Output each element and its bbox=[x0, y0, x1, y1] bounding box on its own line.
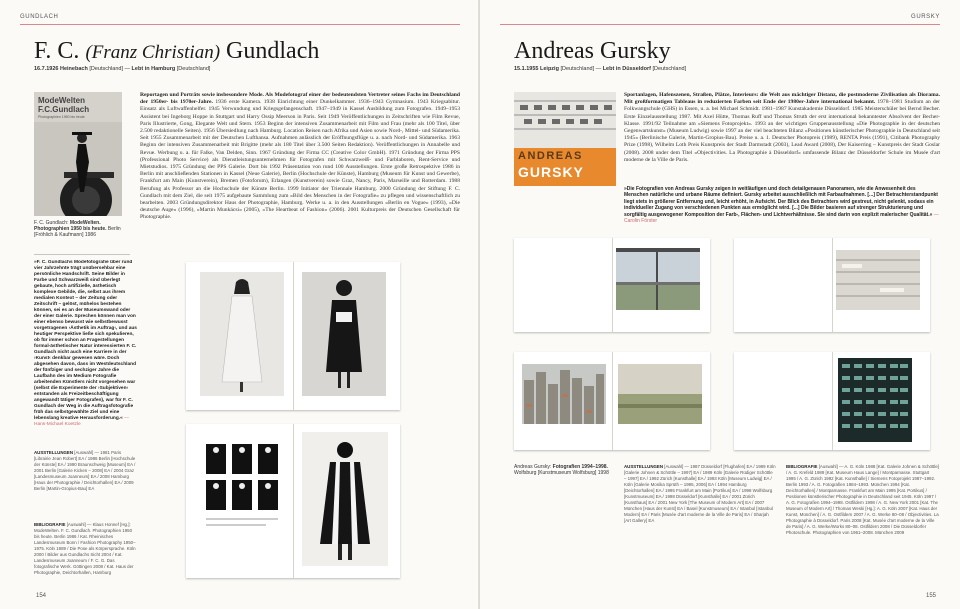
open-book-gursky-2 bbox=[734, 238, 930, 332]
quote-foerster: »Die Fotografien von Andreas Gursky zeigen in weitläufigen und doch detailgenauen Panoramen, wie die Anwesenheit des Menschen natürliche und urbane Räume definiert. Gursky arbeitet ausschließlich mit Farbaufnahmen. [...] Der Betrachterstandpunkt liegt stets in größerer Entfernung und, leicht erhöht, in Aufsicht. Der Blick des Betrachters wird gestreut, nicht gelenkt, sodass ein individueller Zugang von verschiedenen Punkten aus ermöglicht wird. [...] Die Bilder basieren auf strenger Strukturierung und sorgfältig ausgewogener Komposition der Farb-, Flächen- und Lichtverhältnisse. Sie sind darin von explizit malerischer Qualität.« — Carolin Förster bbox=[624, 186, 939, 225]
book-gutter bbox=[612, 352, 613, 450]
book-gutter bbox=[293, 262, 294, 410]
right-page bbox=[480, 0, 960, 609]
book-gutter bbox=[832, 352, 833, 450]
open-book-gursky-4 bbox=[734, 352, 930, 450]
lifeline-gursky: 15.1.1955 Leipzig [Deutschland] — Lebt in Düsseldorf [Deutschland] bbox=[514, 66, 687, 72]
caption-gursky-book: Andreas Gursky: Fotografien 1994–1998. Wolfsburg [Kunstmuseum Wolfsburg] 1998 bbox=[514, 464, 609, 477]
header-rule-right bbox=[500, 24, 940, 25]
modewelten-cover-image bbox=[34, 92, 122, 216]
cover-title-line2: F.C.Gundlach bbox=[38, 105, 90, 114]
open-book-fashion-1 bbox=[186, 262, 400, 410]
quote-koetzle: »F. C. Gundlachs Modefotografie über rund vier Jahrzehnte trägt unübersehbar eine persönliche Handschrift. Seine Bilder in Farbe und Schwarzweiß sind überlegt gebaute, hoch artifizielle, ästhetisch komplexe Gebilde, die, selbst aus ihrem medialen Kontext – der Zeitung oder Zeitschrift – gelöst, mühelos bestehen können, sei es an der Museumswand oder der einer Galerie. Sprechen können man von einer ebenso bewusst wie selbstbewusst vorgetragenen ›Ästhetik im Auftrag‹, und aus heutiger Perspektive ließe sich spekulieren, ob für immer schon an Fragestellungen formal-ästhetischer Natur interessierten F. C. Gundlach nicht auch eine Karriere in der ›Kunst‹ denkbar gewesen wäre. Doch abgesehen davon, dass im Westdeutschland der fünfziger und sechziger Jahre die Laufbahn des im Medium Fotografie arbeitenden Künstlers nicht vorgesehen war (selbst die Experimente der ›Subjektiven‹ entstanden als Freizeitbeschäftigung angewandt tätiger Fotografen), war für F. C. Gundlach der Weg in die Auftragsfotografie früh das selbstgewählte Ziel und eine lebenslang kreative Herausforderung.« — Hans-Michael Koetzle bbox=[34, 260, 137, 427]
book-gutter bbox=[612, 238, 613, 332]
photo-building-facade-night bbox=[838, 358, 912, 442]
exhibitions-gundlach: AUSSTELLUNGEN [Auswahl] — 1981 Paris [Librairie Jean Robert] EA / 1986 Berlin [Hochschule der Künste] EA / 1990 Braunschweig [Museum] EA / 2001 Berlin [Galerie Kicken – 2008] EA / 2004 Graz [Landesmuseum Joanneum] EA / 2008 Hamburg [Haus der Photographie / Deichtorhallen] EA / 2009 Berlin [Martin-Gropius-Bau] EA bbox=[34, 450, 136, 491]
page-title-gundlach: F. C. (Franz Christian) Gundlach bbox=[34, 38, 320, 64]
running-head-right: GURSKY bbox=[911, 14, 940, 20]
page-title-gursky: Andreas Gursky bbox=[514, 38, 671, 64]
book-gutter bbox=[293, 424, 294, 578]
photo-ceiling-interior bbox=[836, 250, 920, 310]
cover-gursky-line2: GURSKY bbox=[518, 164, 584, 180]
header-rule-left bbox=[20, 24, 460, 25]
photo-grid-of-models bbox=[200, 436, 284, 556]
running-head-left: GUNDLACH bbox=[20, 14, 59, 20]
photo-landscape bbox=[618, 364, 702, 424]
photo-model-white-coat bbox=[200, 272, 284, 396]
cover-photo-model-plane bbox=[34, 122, 122, 216]
body-text-gursky: Sportanlagen, Hafenszenen, Straßen, Plätze, Interieurs: die Welt aus mächtiger Distanz, die postmoderne Zivilisation als Diorama. Mit großformatigen Tableaus in reduzierten Farben seit Ende der 1980er-Jahre international bekannt. 1978–1981 Studium an der Folkwangschule (GHS) in Essen, u. a. bei Michael Schmidt. 1981–1987 Kunstakademie Düsseldorf. 1985 Meisterschüler bei Bernd Becher. Erste Einzelausstellung 1987. Mit Axel Hütte, Thomas Ruff und Thomas Struth der erst international bekanntester Absolvent der Becher-Klasse. 1991/92 Teilnahme am »Siemens Fotoprojekt«. 1993 an der wichtigen Gruppenausstellung »Die Photographie in der deutschen Gegenwartskunst« (Museum Ludwig) sowie 1997 an der viel beachteten Bilanz »Positionen künstlerischer Photographie in Deutschland seit 1945« (Berlinische Galerie, Martin-Gropius-Bau). Preise u. a. 1. Deutscher Photopreis (1989), RENTA Preis (1991), Citibank Photography Prize (1998), Wilhelm Loth Preis Kunstpreis der Stadt Darmstadt (2003), Lead Award (2008), Der Kaiserring – Kunstpreis der Stadt Goslar (2008). 2008 under dem Titel »Objectivities. La Photographie à Düsseldorf« umfassende Bilanz der Düsseldorfer Schule im Musée d'art moderne de la Ville de Paris. bbox=[624, 92, 940, 163]
photo-model-dark-dress bbox=[302, 272, 386, 396]
gursky-cover-image bbox=[514, 92, 616, 186]
body-text-gundlach: Reportagen und Porträts sowie insbesondere Mode. Als Modefotograf einer der bedeutendsten Vertreter seines Fachs im Deutschland der 1950er- bis 1970er-Jahre. 1936 erste Kamera. 1938 Einrichtung einer Dunkelkammer. 1936–1943 Gymnasium. 1943 Kriegsabitur. Einsatz als Luftwaffenhelfer. 1945 Verwundung und Kriegsgefangenschaft. 1947–1949 in Kassel Ausbildung zum Fotografen. 1949–1953 Assistent bei Ingeborg Hoppe in Stuttgart und Harry Ossip Meerson in Paris. Seit 1949 Veröffentlichungen in Zeitschriften wie Film Revue, Paris Illustrierte, Gong, Elegante Welt und Stern. 1953 Beginn der intensiven Zusammenarbeit mit Film und Frau (mehr als 100 Titel, über 2.500 redaktionelle Seiten). 1956 Übersiedlung nach Hamburg. Location Reisen nach Afrika und Asien sowie Nord-, Mittel- und Südamerika. Seit 1955 Zusammenarbeit mit der Deutschen Lufthansa. Aufnahmen anlässlich der Eröffnungsflüge u. a. nach Nord- und Südamerika. 1963 Beginn der intensiven Zusammenarbeit mit Brigitte (mehr als 180 Titel über 3.500 Seiten Redaktion). Veröffentlichungen in Annabelle und Revue. Werbung u. a. für Falke, Van Delden, Sinn. 1967 Gründung der Firma CC (Creative Color GmbH). 1971 Gründung der Firma PPS (Professional Photo Service) als Dienstleistungsunternehmen für Fotografen mit Schwarzweiß- und Farblaboren, Rent-Service und Mietstudios. 1975 Gründung der PPS Galerie. Dort bis 1992 Präsentation von rund 100 Ausstellungen. Erste große Retrospektive 1986 in Berlin mit anschließenden Stationen in Kassel (Neue Galerie), Berlin (Hochschule der Künste), Hamburg (Museum für Kunst und Gewerbe), Frankfurt am Main (Kunstverein), Bremen (Fotoforum), Erlangen (Kunstverein) sowie Graz, Nancy, Paris, Marseille und Rotterdam. 1988 Berufung als Professor an die Hochschule der Künste Berlin. 1999 Initiator der Triennale Hamburg. 2000 Gründung der Stiftung F. C. Gundlach mit dem Ziel, die seit 1975 aufgebaute Sammlung zum »Bild des Menschen in der Fotografie« zu pflegen und wissenschaftlich zu bearbeiten. 2003 Gründungsdirektor Haus der Photographie, Hamburg. Werke u. a. in den Ausstellungen »Berlin en Vogue« (1993), »Die deutsche Auge« (1996), »Martin Munkácsi« (2005), »The Heartbeat of Fashion« (2006). 2001 Kulturpreis der Deutschen Gesellschaft für Photographie. bbox=[140, 92, 460, 221]
cover-gursky-line1: ANDREAS bbox=[518, 150, 583, 162]
quote-rule-left bbox=[34, 254, 130, 255]
cover-title-line1: ModeWelten bbox=[38, 96, 85, 105]
lifeline-gundlach: 16.7.1926 Heinebach [Deutschland] — Lebt in Hamburg [Deutschland] bbox=[34, 66, 211, 72]
page-number-right: 155 bbox=[925, 593, 936, 599]
open-book-gursky-3 bbox=[514, 352, 710, 450]
cover-subtitle: Photographien 1950 bis heute bbox=[38, 115, 85, 119]
exhibitions-gursky: AUSSTELLUNGEN [Auswahl] — 1987 Düsseldorf [Flughafen] EA / 1989 Köln [Galerie Johnen & Schöttle – 1997] EA / 1989 Köln [Galerie Rüdiger Schöttle – 1997] EA / 1992 Zürich [Kunsthalle] EA / 1993 Köln [Museum Ludwig] EA / Köln [Galerie Monika Sprüth – 1995, 2006] EA / 1994 Hamburg [Deichtorhallen] EA / 1995 Frankfurt am Main [Portikus] EA / 1998 Wolfsburg [Kunstmuseum] EA / 1998 Düsseldorf [Kunsthalle] EA / 2001 Zürich [Kunsthaus] EA / 2001 New York [The Museum of Modern Art] EA / 2007 München [Haus der Kunst] EA / Basel [Kunstmuseum] EA / Istanbul [Istanbul Modern] EA / Paris [Musée d'art moderne de la Ville de Paris] EA / Sharjah [Art Gallery] EA bbox=[624, 464, 776, 523]
book-gutter bbox=[832, 238, 833, 332]
photo-city-highrises bbox=[522, 364, 606, 424]
cover-caption-gundlach: F. C. Gundlach: ModeWelten. Photographien 1950 bis heute. Berlin [Fröhlich & Kaufmann] 1986 bbox=[34, 220, 121, 239]
page-number-left: 154 bbox=[36, 593, 47, 599]
bibliography-gundlach: BIBLIOGRAFIE [Auswahl] — Klaus Honnef [Hg.]: ModeWelten. F. C. Gundlach. Photographien 1950 bis heute. Berlin 1986 / Kat. Rheinisches Landesmuseum Bonn / Fashion Photography 1950–1975. Köln 1989 / Die Pose als Körpersprache. Köln 2000 / Bilder aus Gundlachs Sicht 2004 / Kat. Landesmuseum Joanneum / F. C. G. Das fotografische Werk. Göttingen 2008 / Kat. Haus der Photographie, Deichtorhallen, Hamburg bbox=[34, 522, 136, 575]
photo-airport-window bbox=[616, 248, 700, 310]
open-book-fashion-2 bbox=[186, 424, 400, 578]
open-book-gursky-1 bbox=[514, 238, 710, 332]
bibliography-gursky: BIBLIOGRAFIE [Auswahl] — A. G. Köln 1988 [Kat. Galerie Johnen & Schöttle] / A. G. Krefeld 1989 [Kat. Museum Haus Lange] / Montparnasse. Stuttgart 1995 / A. G. Zürich 1992 [Kat. Kunsthalle] / Siemens Fotoprojekt 1987–1992. Berlin 1993 / A. G. Fotografien 1984–1993. München 1994 [Kat. Deichtorhallen] / Montparnasse. Frankfurt am Main 1995 [Kat. Portikus] / Positionen künstlerischer Photographie in Deutschland seit 1945. Köln 1997 / A. G. Fotografien 1994–1998. Ostfildern 1998 / A. G. New York 2001 [Kat. The Museum of Modern Art] / Thomas Weski [Hg.]: A. G. Köln 2007 [Kat. Haus der Kunst, München] / A. G. Ostfildern 2007 / A. G. Werke 80–08 / Objectivities. La Photographie à Düsseldorf. Paris 2008 [Kat. Musée d'art moderne de la Ville de Paris] / A. G. Werke/Works 80–08. Ostfildern 2008 / Die Düsseldorfer Photoschule. Photographien von 1961–2008. München 2009 bbox=[786, 464, 940, 535]
photo-model-striped-dress bbox=[302, 432, 388, 566]
